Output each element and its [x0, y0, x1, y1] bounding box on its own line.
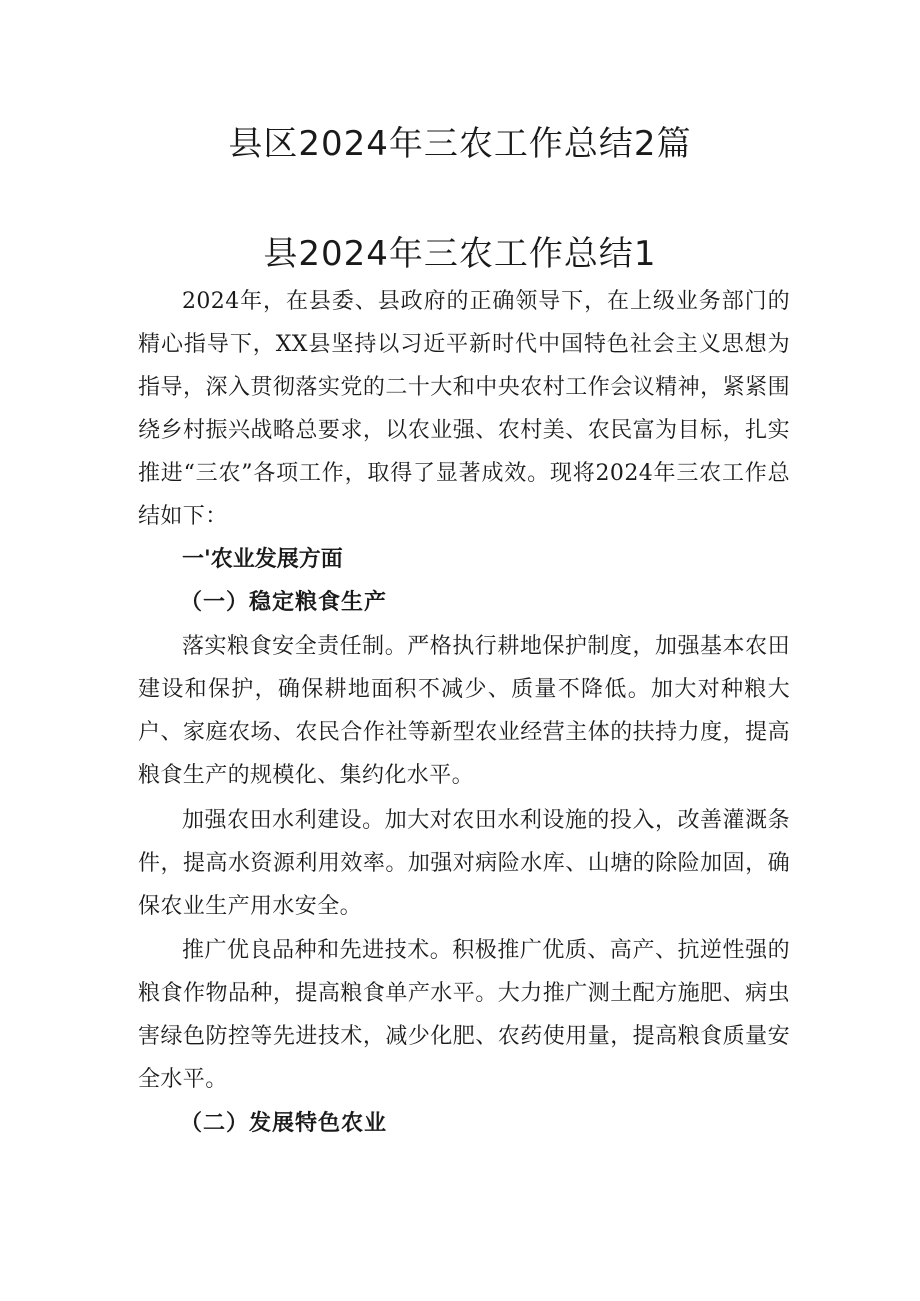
section-heading-agriculture: 一'农业发展方面 — [182, 547, 343, 572]
paragraph-water-conservancy: 加强农田水利建设。加大对农田水利设施的投入，改善灌溉条件，提高水资源利用效率。加强对病险水库、山塘的除险加固，确保农业生产用水安全。 — [138, 808, 790, 919]
paragraph-grain-responsibility: 落实粮食安全责任制。严格执行耕地保护制度，加强基本农田建设和保护，确保耕地面积不减少、质量不降低。加大对种粮大户、家庭农场、农民合作社等新型农业经营主体的扶持力度，提高粮食生产的规模化、集约化水平。 — [138, 634, 790, 788]
document-title: 县区2024年三农工作总结2篇 — [228, 124, 692, 164]
paragraph-varieties-technology: 推广优良品种和先进技术。积极推广优质、高产、抗逆性强的粮食作物品种，提高粮食单产水平。大力推广测土配方施肥、病虫害绿色防控等先进技术，减少化肥、农药使用量，提高粮食质量安全水平。 — [138, 938, 790, 1092]
document-subtitle: 县2024年三农工作总结1 — [263, 234, 657, 274]
subsection-heading-specialty: （二）发展特色农业 — [180, 1110, 388, 1136]
intro-paragraph: 2024年，在县委、县政府的正确领导下，在上级业务部门的精心指导下，XX县坚持以习近平新时代中国特色社会主义思想为指导，深入贯彻落实党的二十大和中央农村工作会议精神，紧紧围绕乡村振兴战略总要求，以农业强、农村美、农民富为目标，扎实推进“三农”各项工作，取得了显著成效。现将2024年三农工作总结如下： — [138, 289, 790, 529]
subsection-heading-grain: （一）稳定粮食生产 — [180, 589, 388, 615]
